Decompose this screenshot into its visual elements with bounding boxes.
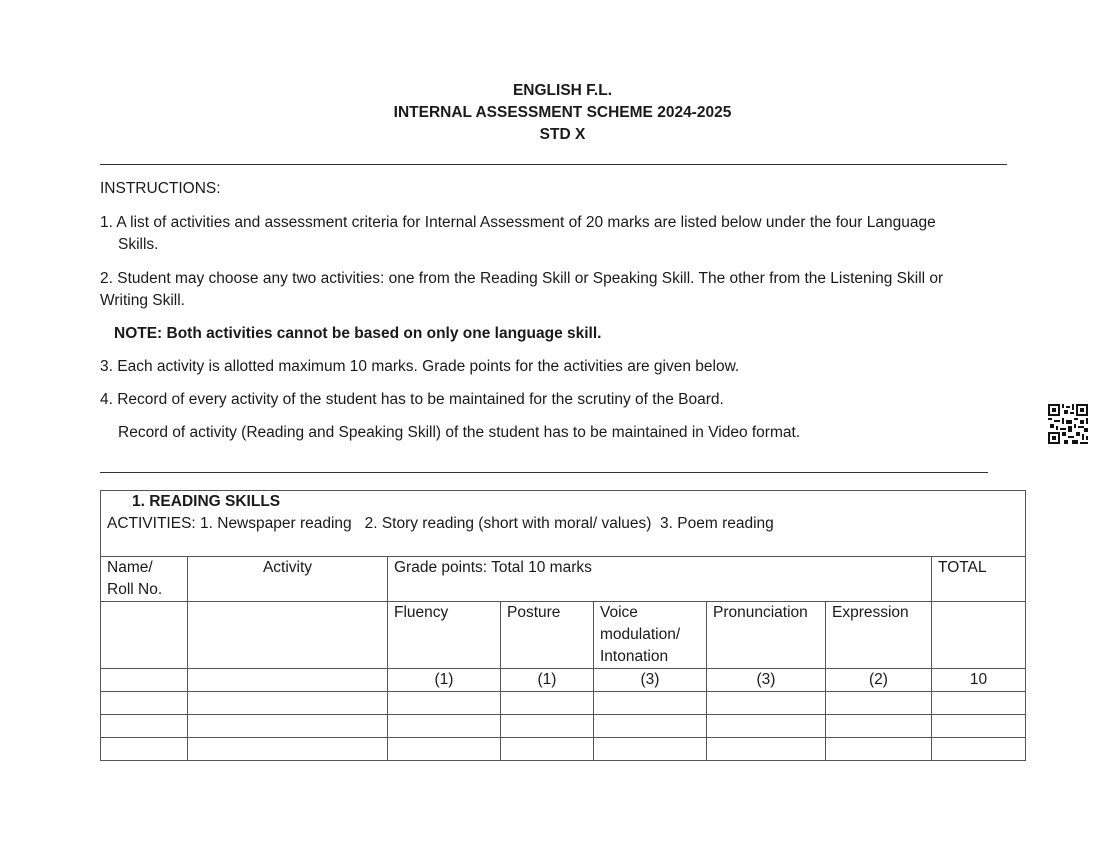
entry-name-field[interactable]: [101, 715, 188, 738]
entry-pronunciation-field[interactable]: [707, 715, 826, 738]
header-total: TOTAL: [932, 557, 1026, 602]
criteria-blank-name: [101, 602, 188, 669]
instruction-1-line-1: 1. A list of activities and assessment criteria for Internal Assessment of 20 marks are listed below under the four Language: [100, 214, 936, 231]
scheme-title: INTERNAL ASSESSMENT SCHEME 2024-2025: [393, 104, 732, 121]
qr-code-icon: [1048, 404, 1088, 444]
marks-expression: (2): [826, 669, 932, 692]
entry-name-field[interactable]: [101, 692, 188, 715]
marks-posture: (1): [501, 669, 594, 692]
entry-posture-field[interactable]: [501, 715, 594, 738]
entry-expression-field[interactable]: [826, 692, 932, 715]
marks-blank-name: [101, 669, 188, 692]
marks-voice-modulation: (3): [594, 669, 707, 692]
entry-expression-field[interactable]: [826, 715, 932, 738]
instruction-1-line-2: Skills.: [118, 236, 159, 253]
instruction-4-extra: Record of activity (Reading and Speaking Skill) of the student has to be maintained in Video format.: [118, 424, 801, 441]
entry-pronunciation-field[interactable]: [707, 738, 826, 761]
entry-activity-field[interactable]: [188, 692, 388, 715]
criteria-blank-total: [932, 602, 1026, 669]
marks-total: 10: [932, 669, 1026, 692]
entry-name-field[interactable]: [101, 738, 188, 761]
header-activity: Activity: [188, 557, 388, 602]
criteria-posture: Posture: [501, 602, 594, 669]
instruction-4: 4. Record of every activity of the student has to be maintained for the scrutiny of the Board.: [100, 391, 724, 408]
marks-blank-activity: [188, 669, 388, 692]
entry-voice-field[interactable]: [594, 738, 707, 761]
subject-title: ENGLISH F.L.: [512, 82, 613, 99]
entry-total-field[interactable]: [932, 715, 1026, 738]
instruction-3: 3. Each activity is allotted maximum 10 marks. Grade points for the activities are given below.: [100, 358, 740, 375]
criteria-pronunciation: Pronunciation: [707, 602, 826, 669]
criteria-blank-activity: [188, 602, 388, 669]
criteria-expression: Expression: [826, 602, 932, 669]
entry-voice-field[interactable]: [594, 692, 707, 715]
instruction-2-line-2: Writing Skill.: [100, 292, 185, 309]
section-title: 1. READING SKILLS: [132, 493, 281, 510]
note-text: NOTE: Both activities cannot be based on only one language skill.: [114, 325, 602, 342]
instructions-heading: INSTRUCTIONS:: [100, 180, 221, 197]
table-row: [101, 738, 1026, 761]
entry-voice-field[interactable]: [594, 715, 707, 738]
entry-total-field[interactable]: [932, 738, 1026, 761]
table-row: [101, 715, 1026, 738]
entry-fluency-field[interactable]: [388, 692, 501, 715]
instruction-2-line-1: 2. Student may choose any two activities: one from the Reading Skill or Speaking Skill. The other from the Listening Skill or: [100, 270, 944, 287]
entry-activity-field[interactable]: [188, 738, 388, 761]
table-title-cell: [101, 491, 1026, 557]
marks-fluency: (1): [388, 669, 501, 692]
reading-skills-table: [100, 490, 1026, 761]
entry-pronunciation-field[interactable]: [707, 692, 826, 715]
entry-total-field[interactable]: [932, 692, 1026, 715]
criteria-voice-modulation: Voice modulation/ Intonation: [594, 602, 707, 669]
bottom-divider: [100, 472, 988, 473]
entry-fluency-field[interactable]: [388, 738, 501, 761]
standard-title: STD X: [539, 126, 586, 143]
activities-list: ACTIVITIES: 1. Newspaper reading 2. Story reading (short with moral/ values) 3. Poem reading: [107, 515, 774, 532]
criteria-fluency: Fluency: [388, 602, 501, 669]
entry-activity-field[interactable]: [188, 715, 388, 738]
entry-posture-field[interactable]: [501, 738, 594, 761]
entry-expression-field[interactable]: [826, 738, 932, 761]
entry-fluency-field[interactable]: [388, 715, 501, 738]
marks-pronunciation: (3): [707, 669, 826, 692]
top-divider: [100, 164, 1007, 165]
header-grade-points: Grade points: Total 10 marks: [388, 557, 932, 602]
table-row: [101, 692, 1026, 715]
entry-posture-field[interactable]: [501, 692, 594, 715]
header-name-roll: Name/ Roll No.: [101, 557, 188, 602]
